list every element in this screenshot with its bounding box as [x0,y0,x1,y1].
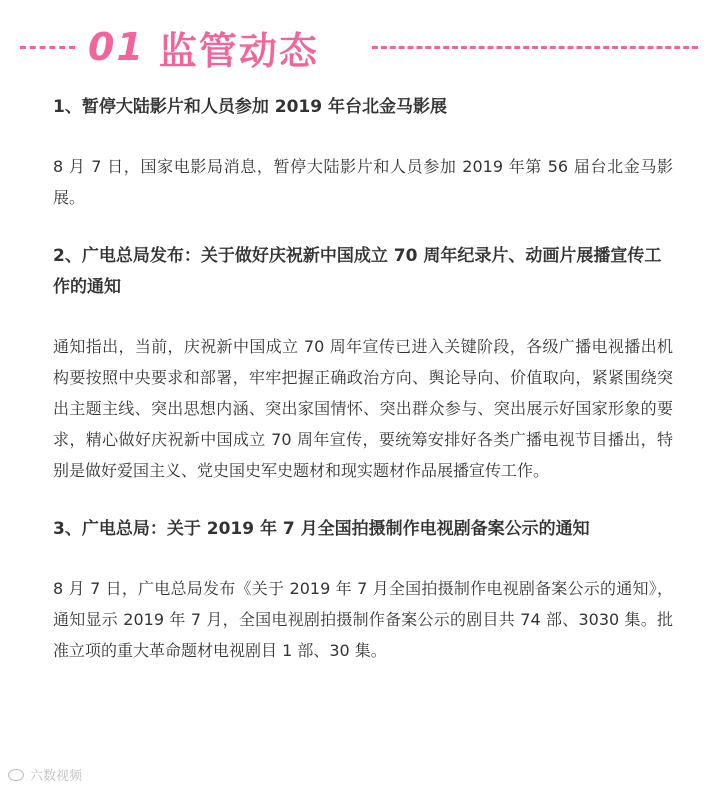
watermark [8,765,82,784]
article-list [53,92,673,666]
article-heading: 1、暂停大陆影片和人员参加 2019 年台北金马影展 [53,97,447,117]
article-body: 8 月 7 日，国家电影局消息，暂停大陆影片和人员参加 2019 年第 56 届台北金马影展。 [53,157,673,207]
article-body: 通知指出，当前，庆祝新中国成立 70 周年宣传已进入关键阶段，各级广播电视播出机构要按照中央要求和部署，牢牢把握正确政治方向、舆论导向、价值取向，紧紧围绕突出主题主线、突出思想内涵、突出家国情怀、突出群众参与、突出展示好国家形象的要求，精心做好庆祝新中国成立 70 周年宣传，要统筹安排好各类广播电视节目播出，特别是做好爱国主义、党史国史军史题材和现实题材作品展播宣传工作。 [53,337,673,480]
section-header [0,18,720,76]
article-heading: 3、广电总局：关于 2019 年 7 月全国拍摄制作电视剧备案公示的通知 [53,519,590,539]
dashed-divider-right [372,46,698,49]
section-title-text: 监管动态 [158,28,319,73]
article-heading: 2、广电总局发布：关于做好庆祝新中国成立 70 周年纪录片、动画片展播宣传工作的通知 [53,246,662,297]
section-number: 01 [88,25,145,69]
article-body: 8 月 7 日，广电总局发布《关于 2019 年 7 月全国拍摄制作电视剧备案公示的通知》，通知显示 2019 年 7 月，全国电视剧拍摄制作备案公示的剧目共 74 部、3030 集。批准立项的重大革命题材电视剧目 1 部、30 集。 [53,579,673,660]
section-title [88,18,319,76]
logo-icon [8,769,24,781]
dashed-divider-left [20,46,75,49]
watermark-text: 六数视频 [30,769,83,784]
